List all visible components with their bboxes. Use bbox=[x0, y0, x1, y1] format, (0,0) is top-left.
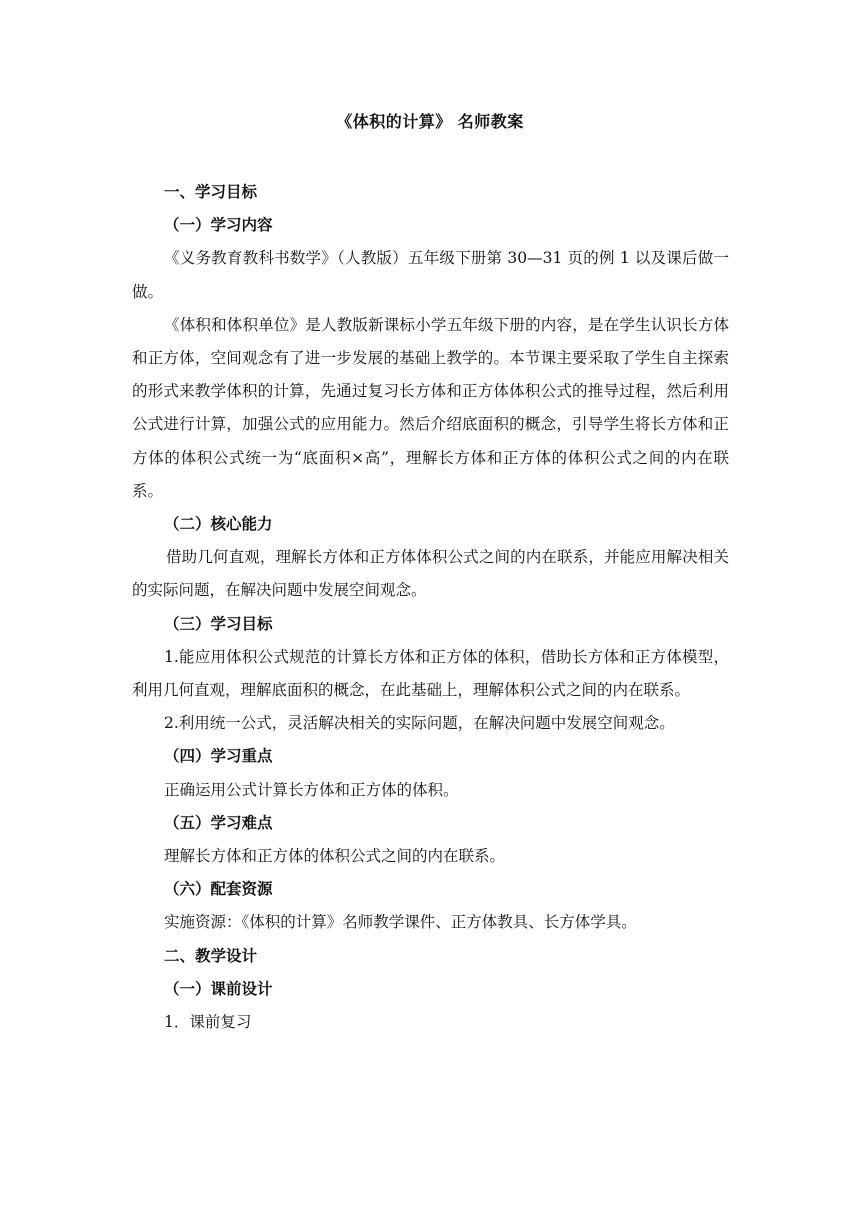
subsection-heading: （六）配套资源 bbox=[164, 880, 273, 899]
section-heading: 一、学习目标 bbox=[164, 183, 258, 201]
subsection-heading: （四）学习重点 bbox=[164, 747, 273, 766]
paragraph: 正确运用公式计算长方体和正方体的体积。 bbox=[164, 780, 459, 799]
paragraph: 理解长方体和正方体的体积公式之间的内在联系。 bbox=[164, 847, 506, 866]
paragraph: 《体积和体积单位》是人教版新课标小学五年级下册的内容，是在学生认识长方体和正方体，空间观念有了进一步发展的基础上教学的。本节课主要采取了学生自主探索的形式来教学体积的计算，先通过复习长方体和正方体体积公式的推导过程，然后利用公式进行计算，加强公式的应用能力。然后介绍底面积的概念，引导学生将长方体和正方体的体积公式统一为“底面积×高”，理解长方体和正方体的体积公式之间的内在联系。 bbox=[132, 315, 729, 500]
section-heading: 二、教学设计 bbox=[164, 946, 258, 965]
document-title: 《体积的计算》 名师教案 bbox=[336, 112, 524, 131]
subsection-heading: （一）学习内容 bbox=[164, 216, 273, 235]
paragraph: 实施资源：《体积的计算》名师教学课件、正方体教具、长方体学具。 bbox=[164, 913, 637, 932]
list-item: 2.利用统一公式，灵活解决相关的实际问题，在解决问题中发展空间观念。 bbox=[164, 714, 675, 733]
paragraph: 借助几何直观，理解长方体和正方体体积公式之间的内在联系，并能应用解决相关的实际问题，在解决问题中发展空间观念。 bbox=[132, 548, 729, 600]
document-body bbox=[132, 176, 729, 1039]
subsection-heading: （五）学习难点 bbox=[164, 813, 273, 832]
list-item: 1.能应用体积公式规范的计算长方体和正方体的体积，借助长方体和正方体模型，利用几何直观，理解底面积的概念，在此基础上，理解体积公式之间的内在联系。 bbox=[132, 647, 729, 700]
subsection-heading: （二）核心能力 bbox=[164, 515, 273, 534]
subsection-heading: （三）学习目标 bbox=[164, 614, 273, 633]
list-item: 1．课前复习 bbox=[164, 1013, 252, 1032]
subsection-heading: （一）课前设计 bbox=[164, 979, 273, 998]
paragraph: 《义务教育教科书数学》（人教版）五年级下册第 30—31 页的例 1 以及课后做一做。 bbox=[132, 249, 729, 301]
